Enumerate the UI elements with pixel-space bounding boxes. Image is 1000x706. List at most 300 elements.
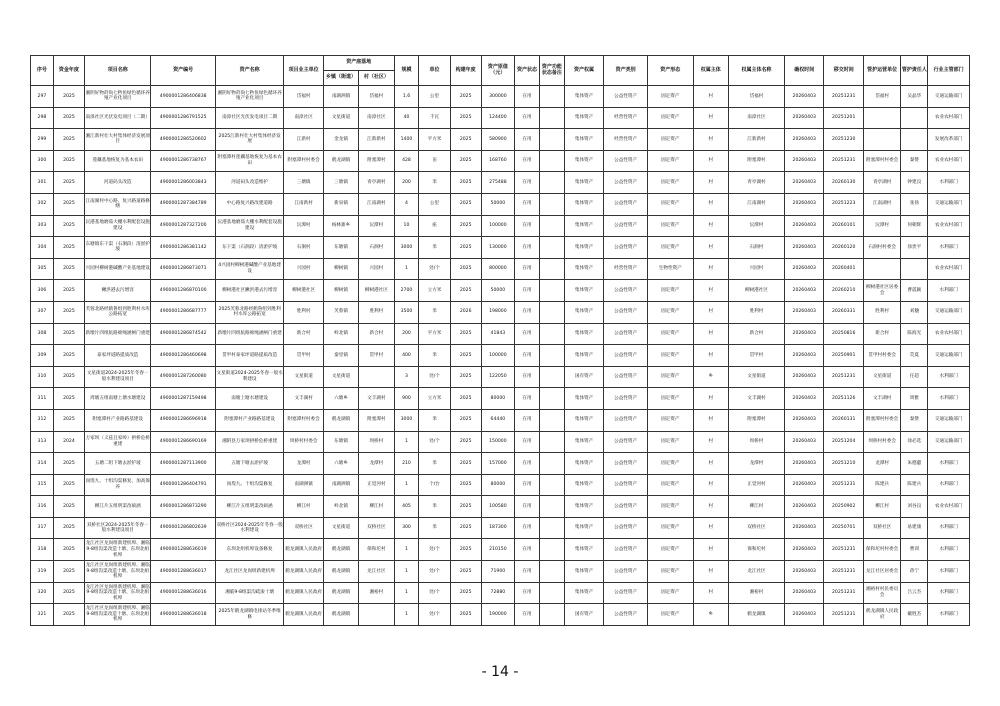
cell-owner-unit: 沅潭村	[284, 215, 323, 237]
cell-form: 固定资产	[647, 388, 693, 410]
cell-rights-holder: 村	[693, 409, 728, 431]
cell-asset-name: 新墩片四组肮路绵绳涵闸门重建	[215, 323, 284, 345]
cell-village: 江新新村	[359, 129, 394, 151]
cell-unit: 米	[419, 345, 450, 367]
cell-asset-status: 在用	[514, 86, 539, 108]
cell-build-year: 2025	[450, 366, 481, 388]
cell-seq: 312	[31, 409, 54, 431]
table-row	[31, 582, 970, 604]
cell-responsible: 刘穗	[901, 301, 928, 323]
cell-village: 石涧村	[359, 237, 394, 259]
table-row	[31, 323, 970, 345]
cell-ownership: 集体资产	[564, 237, 603, 259]
cell-owner-unit: 文丰湖村	[284, 388, 323, 410]
cell-fund-year: 2025	[53, 129, 84, 151]
cell-rights-holder-name: 双桥社区	[728, 517, 784, 539]
cell-department: 水利部门	[928, 453, 970, 475]
cell-rights-holder: 村	[693, 453, 728, 475]
cell-operator: 龙潭村	[863, 453, 900, 475]
cell-original-value: 50000	[481, 280, 514, 302]
cell-township: 鹤龙湖镇	[323, 561, 358, 583]
cell-form: 固定资产	[647, 539, 693, 561]
cell-build-year: 2025	[450, 582, 481, 604]
cell-responsible: 钟建良	[901, 172, 928, 194]
cell-scale: 405	[394, 496, 419, 518]
cell-seq: 317	[31, 517, 54, 539]
cell-ownership: 集体资产	[564, 345, 603, 367]
cell-project-name: 东塘镇东干渠（石涧段）清淤护坡	[85, 237, 151, 259]
cell-responsible: 吴晶华	[901, 86, 928, 108]
header-location: 资产座落地	[323, 56, 394, 71]
cell-handover-time: 20250701	[824, 517, 863, 539]
cell-form: 固定资产	[647, 474, 693, 496]
cell-township: 岭北镇	[323, 323, 358, 345]
cell-operator: 坝桥村村委会	[863, 431, 900, 453]
cell-rights-holder-name: 正觉河村	[728, 474, 784, 496]
cell-fund-year: 2025	[53, 323, 84, 345]
cell-function-status	[539, 517, 564, 539]
cell-responsible: 任超	[901, 366, 928, 388]
cell-rights-holder-name: 柳树港社区	[728, 280, 784, 302]
cell-department: 水利部门	[928, 582, 970, 604]
cell-village	[359, 604, 394, 626]
cell-scale: 3000	[394, 409, 419, 431]
cell-original-value: 100000	[481, 215, 514, 237]
cell-category: 公益性资产	[604, 409, 648, 431]
header-owner-unit: 项目业主单位	[284, 56, 323, 86]
cell-scale: 40	[394, 107, 419, 129]
cell-asset-name: 双桥社区2024-2025年冬春一般水利建设	[215, 517, 284, 539]
cell-asset-code: 490000128679​1525	[151, 107, 215, 129]
cell-asset-status: 在用	[514, 323, 539, 345]
cell-confirm-time: 20260403	[785, 129, 824, 151]
header-asset-code: 资产编号	[151, 56, 215, 86]
cell-rights-holder: 村	[693, 539, 728, 561]
cell-seq: 303	[31, 215, 54, 237]
cell-department: 交通运输部门	[928, 345, 970, 367]
table-row	[31, 237, 970, 259]
cell-rights-holder: 村	[693, 561, 728, 583]
cell-handover-time: 20260120	[824, 237, 863, 259]
cell-original-value: 50000	[481, 193, 514, 215]
cell-build-year: 2025	[450, 323, 481, 345]
cell-ownership: 集体资产	[564, 172, 603, 194]
cell-operator: 青亭湖村	[863, 172, 900, 194]
page-number: - 14 -	[481, 664, 519, 680]
cell-build-year: 2025	[450, 453, 481, 475]
cell-asset-code: 4900001286687777	[151, 301, 215, 323]
cell-fund-year: 2025	[53, 604, 84, 626]
cell-village: 贯甲村	[359, 345, 394, 367]
cell-build-year: 2025	[450, 431, 481, 453]
cell-asset-status: 在用	[514, 409, 539, 431]
cell-build-year: 2025	[450, 215, 481, 237]
cell-asset-code: 4900001286696918	[151, 409, 215, 431]
cell-original-value: 210150	[481, 539, 514, 561]
cell-owner-unit: 三塘镇	[284, 172, 323, 194]
table-row	[31, 345, 970, 367]
cell-department: 水利部门	[928, 172, 970, 194]
header-original-value: 资产原值（元）	[481, 56, 514, 86]
cell-project-name: 附塞潭村产业路路基建设	[85, 409, 151, 431]
cell-asset-code: 4900001288636019	[151, 539, 215, 561]
cell-category: 公益性资产	[604, 280, 648, 302]
cell-category: 经营性资产	[604, 107, 648, 129]
cell-form: 固定资产	[647, 129, 693, 151]
cell-operator	[863, 258, 900, 280]
cell-department: 水利部门	[928, 539, 970, 561]
cell-build-year: 2025	[450, 193, 481, 215]
table-row	[31, 474, 970, 496]
cell-asset-code: 4900001286690169	[151, 431, 215, 453]
cell-build-year: 2025	[450, 258, 481, 280]
header-asset-name: 资产名称	[215, 56, 284, 86]
cell-asset-name: 龙江社区龙岗组新建机埠	[215, 561, 284, 583]
cell-owner-unit: 贯甲村	[284, 345, 323, 367]
cell-unit: 米	[419, 172, 450, 194]
cell-handover-time: 20260210	[824, 280, 863, 302]
cell-project-name: 湘阴好物莳尚七秒鱼绿色循环养殖产业化项目	[85, 86, 151, 108]
cell-ownership: 集体资产	[564, 129, 603, 151]
cell-asset-name: 文星街道2024-2025冬春一般水利建设	[215, 366, 284, 388]
cell-fund-year: 2025	[53, 561, 84, 583]
cell-rights-holder-name: 保和坨村	[728, 539, 784, 561]
cell-unit: 米	[419, 517, 450, 539]
cell-confirm-time: 20260403	[785, 172, 824, 194]
table-row	[31, 517, 970, 539]
cell-category: 公益性资产	[604, 604, 648, 626]
cell-handover-time: 20251204	[824, 431, 863, 453]
cell-asset-status: 在用	[514, 496, 539, 518]
cell-village: 文丰湖村	[359, 388, 394, 410]
cell-township: 柳树镇	[323, 258, 358, 280]
cell-project-name: 龙江社区龙岗组新建机埠、湘临9-8组沟渠改造十塘、东坝北組机埠	[85, 604, 151, 626]
cell-build-year: 2025	[450, 409, 481, 431]
cell-operator: 鹤龙湖镇人民政府	[863, 604, 900, 626]
cell-handover-time: 20250902	[824, 496, 863, 518]
cell-village: 坝桥村	[359, 431, 394, 453]
cell-asset-status: 在用	[514, 172, 539, 194]
cell-rights-holder-name: 兴园村	[728, 258, 784, 280]
header-form: 资产形态	[647, 56, 693, 86]
cell-seq: 318	[31, 539, 54, 561]
cell-ownership: 集体资产	[564, 517, 603, 539]
cell-asset-name: 沅港基地磨茹大棚水利配套设施建设	[215, 215, 284, 237]
cell-original-value: 80000	[481, 474, 514, 496]
cell-unit: 平方米	[419, 129, 450, 151]
cell-township: 三塘镇	[323, 172, 358, 194]
cell-unit: 立方米	[419, 388, 450, 410]
cell-function-status	[539, 453, 564, 475]
cell-asset-status: 在用	[514, 517, 539, 539]
cell-asset-code: 4900001286874542	[151, 323, 215, 345]
cell-form: 固定资产	[647, 323, 693, 345]
cell-rights-holder: 村	[693, 582, 728, 604]
cell-department: 水利部门	[928, 517, 970, 539]
cell-original-value: 64440	[481, 409, 514, 431]
header-township: 乡镇（街道）	[323, 71, 358, 86]
cell-asset-name: 柳江片五组明渠改硕涵	[215, 496, 284, 518]
cell-operator: 文星街道	[863, 366, 900, 388]
cell-build-year: 2025	[450, 604, 481, 626]
cell-seq: 310	[31, 366, 54, 388]
cell-township: 文星街道	[323, 366, 358, 388]
cell-asset-code: 49000012864068​38	[151, 86, 215, 108]
cell-owner-unit: 江新村	[284, 129, 323, 151]
cell-scale: 1	[394, 431, 419, 453]
cell-build-year: 2025	[450, 107, 481, 129]
cell-ownership: 集体资产	[564, 86, 603, 108]
cell-form: 生物性资产	[647, 258, 693, 280]
cell-asset-status: 在用	[514, 193, 539, 215]
cell-project-name: 柳江片五组明渠改硕涵	[85, 496, 151, 518]
cell-form: 固定资产	[647, 409, 693, 431]
cell-rights-holder: 村	[693, 129, 728, 151]
cell-confirm-time: 20260403	[785, 86, 824, 108]
cell-rights-holder: 村	[693, 345, 728, 367]
cell-project-name: 岗堤九、十组沟渠修复、加高保养	[85, 474, 151, 496]
cell-unit: 平方米	[419, 323, 450, 345]
cell-village: 附塞潭村	[359, 409, 394, 431]
cell-rights-holder-name: 沅潭村	[728, 215, 784, 237]
cell-scale: 1	[394, 582, 419, 604]
cell-project-name: 南漳社区光伏发电项目（二期）	[85, 107, 151, 129]
table-row	[31, 150, 970, 172]
cell-fund-year: 2025	[53, 301, 84, 323]
cell-build-year: 2025	[450, 237, 481, 259]
cell-project-name: 龙江社区龙岗组新建机埠、湘临9-8组沟渠改造十塘、东坝北組机埠	[85, 582, 151, 604]
cell-function-status	[539, 366, 564, 388]
cell-form: 固定资产	[647, 431, 693, 453]
cell-function-status	[539, 431, 564, 453]
cell-rights-holder: 村	[693, 474, 728, 496]
cell-project-name: 莲藕基地恢复为基本农田	[85, 150, 151, 172]
cell-township: 杨林寨乡	[323, 215, 358, 237]
cell-rights-holder: 乡	[693, 366, 728, 388]
cell-ownership: 集体资产	[564, 280, 603, 302]
header-village: 村（社区）	[359, 71, 394, 86]
cell-responsible	[901, 129, 928, 151]
cell-asset-status: 在用	[514, 150, 539, 172]
cell-scale: 200	[394, 172, 419, 194]
cell-confirm-time: 20260403	[785, 258, 824, 280]
cell-rights-holder: 乡	[693, 604, 728, 626]
cell-rights-holder-name: 岱福村	[728, 86, 784, 108]
cell-department: 发展改革部门	[928, 129, 970, 151]
cell-operator: 江南湖村	[863, 193, 900, 215]
asset-table	[30, 55, 970, 626]
cell-rights-holder-name: 江新新村	[728, 129, 784, 151]
cell-build-year: 2025	[450, 172, 481, 194]
cell-confirm-time: 20260403	[785, 517, 824, 539]
cell-responsible: 张扬	[901, 193, 928, 215]
cell-department: 农业农村部门	[928, 150, 970, 172]
cell-operator: 柳树港社区居委会	[863, 280, 900, 302]
cell-asset-status: 在用	[514, 301, 539, 323]
cell-asset-name: 南漳社区光伏发电项目二期	[215, 107, 284, 129]
cell-seq: 321	[31, 604, 54, 626]
cell-operator: 新合村	[863, 323, 900, 345]
cell-rights-holder: 村	[693, 193, 728, 215]
cell-asset-name: 五塘下塘去淤护坡	[215, 453, 284, 475]
cell-fund-year: 2025	[53, 539, 84, 561]
cell-original-value: 130000	[481, 237, 514, 259]
cell-rights-holder-name: 南漳社区	[728, 107, 784, 129]
cell-handover-time: 20251231	[824, 86, 863, 108]
cell-rights-holder: 村	[693, 86, 728, 108]
cell-ownership: 集体资产	[564, 431, 603, 453]
cell-rights-holder: 村	[693, 496, 728, 518]
cell-function-status	[539, 258, 564, 280]
cell-project-name: 鰍洪港去污增容	[85, 280, 151, 302]
cell-asset-name: 柳树港社区鰍洪港去污增容	[215, 280, 284, 302]
header-fund-year: 资金年度	[53, 56, 84, 86]
cell-rights-holder-name: 柳江村	[728, 496, 784, 518]
cell-category: 公益性资产	[604, 517, 648, 539]
cell-form: 固定资产	[647, 301, 693, 323]
cell-responsible	[901, 258, 928, 280]
cell-confirm-time: 20260403	[785, 323, 824, 345]
cell-village: 岱福村	[359, 86, 394, 108]
cell-asset-code: 4900001286873290	[151, 496, 215, 518]
cell-category: 经营性资产	[604, 258, 648, 280]
table-row	[31, 107, 970, 129]
cell-original-value: 275488	[481, 172, 514, 194]
cell-seq: 308	[31, 323, 54, 345]
cell-township: 金龙镇	[323, 129, 358, 151]
cell-form: 固定资产	[647, 561, 693, 583]
cell-responsible: 荒夏	[901, 345, 928, 367]
cell-asset-code: 4900001287327200	[151, 215, 215, 237]
cell-project-name: 龙江社区龙岗组新建机埠、湘临9-8组沟渠改造十塘、东坝北組机埠	[85, 561, 151, 583]
cell-function-status	[539, 561, 564, 583]
cell-township: 鹤龙湖镇	[323, 582, 358, 604]
cell-asset-status: 在用	[514, 604, 539, 626]
cell-seq: 319	[31, 561, 54, 583]
cell-original-value: 157000	[481, 453, 514, 475]
cell-project-name: 周塘五组南塘上塘水塘建设	[85, 388, 151, 410]
cell-category: 公益性资产	[604, 561, 648, 583]
cell-rights-holder-name: 龙江社区	[728, 561, 784, 583]
cell-scale: 4	[394, 193, 419, 215]
cell-rights-holder: 村	[693, 258, 728, 280]
cell-rights-holder: 村	[693, 431, 728, 453]
cell-category: 公益性资产	[604, 582, 648, 604]
cell-rights-holder: 村	[693, 150, 728, 172]
table-row	[31, 258, 970, 280]
cell-department: 农业农村部门	[928, 496, 970, 518]
cell-seq: 313	[31, 431, 54, 453]
cell-department: 农业农村部门	[928, 258, 970, 280]
table-row	[31, 301, 970, 323]
cell-responsible: 刘谷良	[901, 496, 928, 518]
cell-department: 交通运输部门	[928, 431, 970, 453]
cell-unit: 处/个	[419, 258, 450, 280]
cell-handover-time: 20260331	[824, 301, 863, 323]
header-confirm-time: 确权时间	[785, 56, 824, 86]
cell-scale: 400	[394, 345, 419, 367]
cell-seq: 315	[31, 474, 54, 496]
table-row	[31, 604, 970, 626]
cell-build-year: 2025	[450, 561, 481, 583]
cell-function-status	[539, 107, 564, 129]
cell-rights-holder-name: 附塞潭村	[728, 409, 784, 431]
cell-rights-holder: 村	[693, 172, 728, 194]
cell-category: 公益性资产	[604, 431, 648, 453]
cell-asset-status: 在用	[514, 582, 539, 604]
header-responsible: 管护责任人	[901, 56, 928, 86]
cell-scale: 1	[394, 258, 419, 280]
table-row	[31, 86, 970, 108]
cell-owner-unit: 江南新村	[284, 193, 323, 215]
cell-rights-holder: 村	[693, 301, 728, 323]
cell-confirm-time: 20260403	[785, 453, 824, 475]
cell-department: 交通运输部门	[928, 301, 970, 323]
cell-seq: 301	[31, 172, 54, 194]
cell-township: 南湖洲镇	[323, 474, 358, 496]
cell-seq: 309	[31, 345, 54, 367]
cell-unit: 座	[419, 215, 450, 237]
cell-ownership: 集体资产	[564, 474, 603, 496]
cell-confirm-time: 20260403	[785, 193, 824, 215]
cell-owner-unit: 岱福村	[284, 86, 323, 108]
cell-ownership: 国有资产	[564, 604, 603, 626]
cell-ownership: 集体资产	[564, 561, 603, 583]
cell-owner-unit: 南湖洲镇	[284, 474, 323, 496]
cell-rights-holder-name: 龙潭村	[728, 453, 784, 475]
cell-form: 固定资产	[647, 86, 693, 108]
cell-fund-year: 2025	[53, 107, 84, 129]
cell-original-value: 41843	[481, 323, 514, 345]
header-operator: 管护运营单位	[863, 56, 900, 86]
cell-ownership: 集体资产	[564, 150, 603, 172]
cell-form: 固定资产	[647, 107, 693, 129]
cell-function-status	[539, 496, 564, 518]
cell-original-value: 71900	[481, 561, 514, 583]
cell-village: 湘裕村	[359, 582, 394, 604]
cell-unit: 个/台	[419, 474, 450, 496]
cell-original-value: 100580	[481, 496, 514, 518]
cell-owner-unit: 附塞潭村村委会	[284, 409, 323, 431]
cell-seq: 305	[31, 258, 54, 280]
cell-rights-holder: 村	[693, 388, 728, 410]
cell-village: 龙江社区	[359, 561, 394, 583]
cell-rights-holder-name: 湘裕村	[728, 582, 784, 604]
cell-scale: 900	[394, 388, 419, 410]
cell-category: 公益性资产	[604, 193, 648, 215]
cell-department: 水利部门	[928, 604, 970, 626]
cell-form: 固定资产	[647, 453, 693, 475]
cell-asset-status: 在用	[514, 388, 539, 410]
cell-operator: 沅潭村	[863, 215, 900, 237]
cell-township: 文星街道	[323, 107, 358, 129]
cell-department: 水利部门	[928, 388, 970, 410]
cell-original-value: 100000	[481, 345, 514, 367]
cell-operator	[863, 107, 900, 129]
cell-unit: 处/个	[419, 582, 450, 604]
cell-responsible: 戴胜杰	[901, 604, 928, 626]
cell-project-name: 沅港基地磨茹大棚水利配套设施建设	[85, 215, 151, 237]
cell-project-name: 芙蓉北路经鹤鲁组到胜利村水库公路拓宽	[85, 301, 151, 323]
cell-category: 公益性资产	[604, 215, 648, 237]
cell-township: 六塘乡	[323, 388, 358, 410]
cell-original-value: 72880	[481, 582, 514, 604]
cell-ownership: 集体资产	[564, 323, 603, 345]
cell-project-name: 万家坝（义兹且家岭）拱桥危桥重建	[85, 431, 151, 453]
cell-seq: 297	[31, 86, 54, 108]
cell-scale: 200	[394, 323, 419, 345]
cell-original-value: 150000	[481, 431, 514, 453]
